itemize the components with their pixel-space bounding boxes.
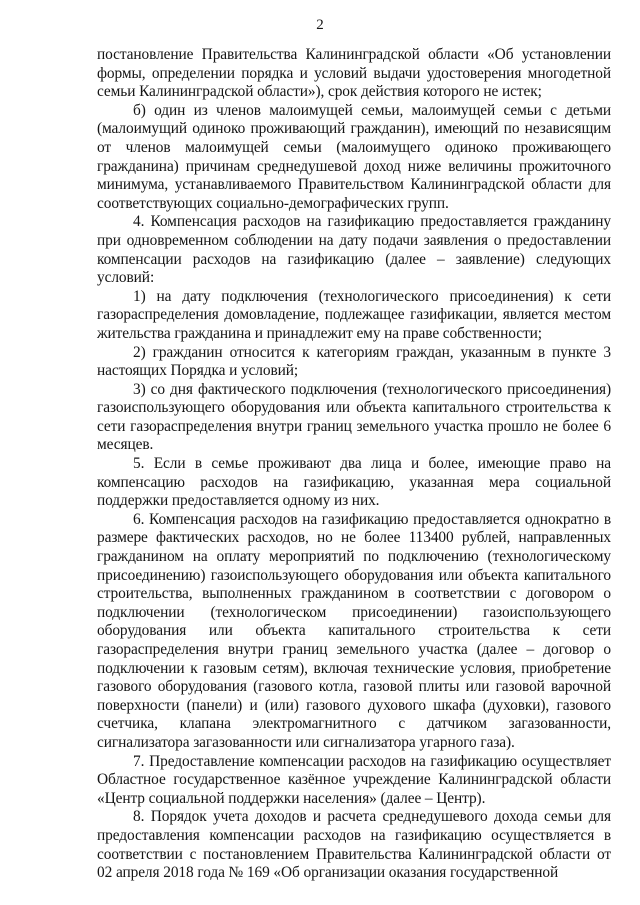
paragraph-clause-6: 6. Компенсация расходов на газификацию предоставляется однократно в размере фактических расходов, но не более 113400 рублей, направленных гражданином на оплату мероприятий по подключению (технологическому присоединению) газоиспользующего оборудования или объекта капитального строительства, выполненных гражданином в соответствии с договором о подключении (технологическом присоединении) газоиспользующего оборудования или объекта капитального строительства к сети газораспределения внутри границ земельного участка (далее – договор о подключении к газовым сетям), включая технические условия, приобретение газового оборудования (газового котла, газовой плиты или газовой варочной поверхности (панели) и (или) газового духового шкафа (духовки), газового счетчика, клапана электромагнитного с датчиком загазованности, сигнализатора загазованности или сигнализатора угарного газа). (97, 510, 611, 751)
paragraph-item-b: б) один из членов малоимущей семьи, малоимущей семьи с детьми (малоимущий одиноко проживающий гражданин), имеющий по независящим от членов малоимущей семьи (малоимущего одиноко проживающего гражданина) причинам среднедушевой доход ниже величины прожиточного минимума, устанавливаемого Правительством Калининградской области для соответствующих социально-демографических групп. (97, 101, 611, 212)
paragraph-clause-4: 4. Компенсация расходов на газификацию предоставляется гражданину при одновременном соблюдении на дату подачи заявления о предоставлении компенсации расходов на газификацию (далее – заявление) следующих условий: (97, 213, 611, 287)
paragraph-clause-5: 5. Если в семье проживают два лица и более, имеющие право на компенсацию расходов на газификацию, указанная мера социальной поддержки предоставляется одному из них. (97, 455, 611, 510)
paragraph-continuation: постановление Правительства Калининградской области «Об установлении формы, определении порядка и условий выдачи удостоверения многодетной семьи Калининградской области»), срок действия которого не истек; (97, 46, 611, 101)
document-body (97, 46, 611, 883)
page-number: 2 (316, 17, 324, 33)
paragraph-condition-3: 3) со дня фактического подключения (технологического присоединения) газоиспользующего оборудования или объекта капитального строительства к сети газораспределения внутри границ земельного участка прошло не более 6 месяцев. (97, 380, 611, 454)
paragraph-clause-8: 8. Порядок учета доходов и расчета среднедушевого дохода семьи для предоставления компенсации расходов на газификацию осуществляется в соответствии с постановлением Правительства Калининградской области от 02 апреля 2018 года № 169 «Об организации оказания государственной (97, 808, 611, 882)
paragraph-condition-1: 1) на дату подключения (технологического присоединения) к сети газораспределения домовладение, подлежащее газификации, является местом жительства гражданина и принадлежит ему на праве собственности; (97, 287, 611, 342)
paragraph-clause-7: 7. Предоставление компенсации расходов на газификацию осуществляет Областное государственное казённое учреждение Калининградской области «Центр социальной поддержки населения» (далее – Центр). (97, 752, 611, 807)
paragraph-condition-2: 2) гражданин относится к категориям граждан, указанным в пункте 3 настоящих Порядка и условий; (97, 343, 611, 380)
